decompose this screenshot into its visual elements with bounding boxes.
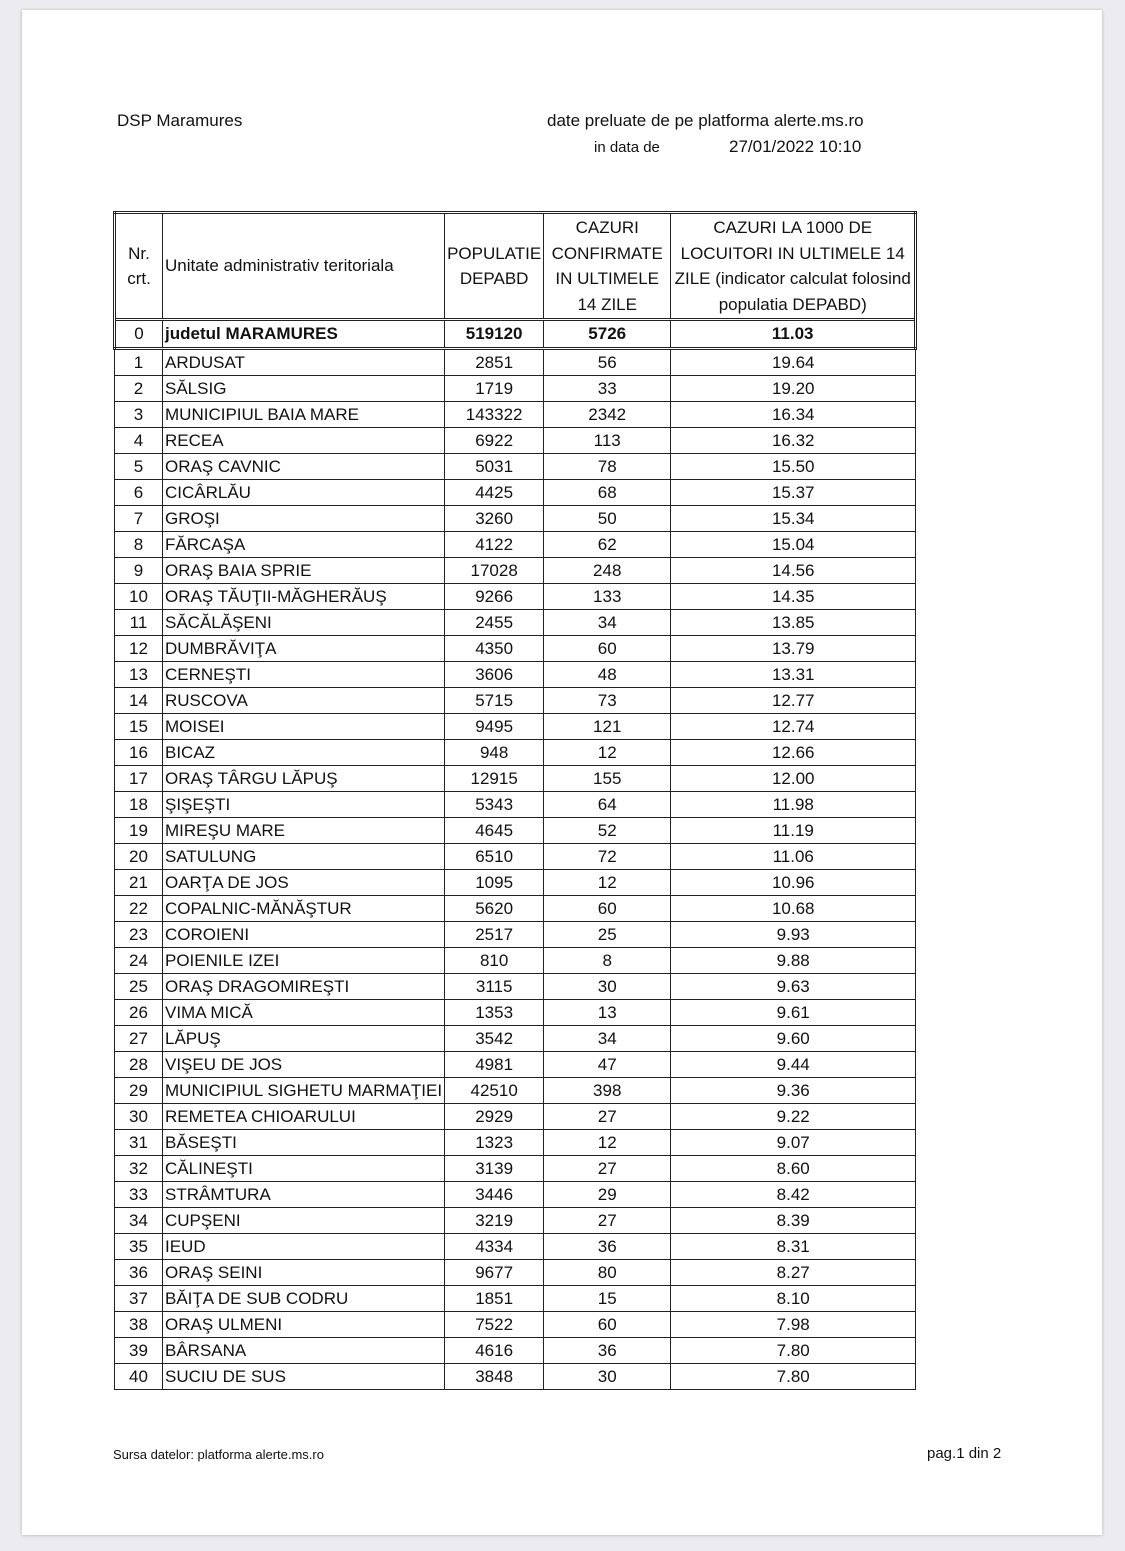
table-row: [115, 792, 916, 818]
cell-nr: 37: [115, 1286, 163, 1312]
cell-cases: 121: [544, 714, 671, 740]
cell-name: ORAŞ TĂUŢII-MĂGHERĂUŞ: [163, 584, 445, 610]
cell-cases: 398: [544, 1078, 671, 1104]
cell-cases: 50: [544, 506, 671, 532]
cell-population: 5620: [445, 896, 544, 922]
cell-cases: 8: [544, 948, 671, 974]
cell-population: 519120: [445, 320, 544, 349]
table-row: [115, 1026, 916, 1052]
cell-population: 3446: [445, 1182, 544, 1208]
cell-nr: 2: [115, 376, 163, 402]
organization-name: DSP Maramures: [117, 111, 243, 130]
cell-rate: 9.60: [671, 1026, 916, 1052]
cell-nr: 21: [115, 870, 163, 896]
cell-rate: 12.74: [671, 714, 916, 740]
cell-cases: 27: [544, 1208, 671, 1234]
cell-nr: 15: [115, 714, 163, 740]
cell-nr: 32: [115, 1156, 163, 1182]
cell-name: RECEA: [163, 428, 445, 454]
cell-cases: 56: [544, 349, 671, 376]
cell-population: 3848: [445, 1364, 544, 1390]
cell-nr: 11: [115, 610, 163, 636]
cell-nr: 25: [115, 974, 163, 1000]
cell-nr: 5: [115, 454, 163, 480]
table-row: [115, 558, 916, 584]
cell-nr: 36: [115, 1260, 163, 1286]
cell-rate: 11.03: [671, 320, 916, 349]
cell-cases: 33: [544, 376, 671, 402]
table-row: [115, 688, 916, 714]
cell-nr: 20: [115, 844, 163, 870]
cell-population: 7522: [445, 1312, 544, 1338]
table-row: [115, 922, 916, 948]
table-row: [115, 610, 916, 636]
cell-name: CERNEŞTI: [163, 662, 445, 688]
cell-rate: 15.04: [671, 532, 916, 558]
cell-name: GROŞI: [163, 506, 445, 532]
cell-cases: 27: [544, 1156, 671, 1182]
cell-rate: 19.20: [671, 376, 916, 402]
column-header-nr: Nr. crt.: [115, 213, 163, 320]
cell-name: VIŞEU DE JOS: [163, 1052, 445, 1078]
cell-rate: 8.27: [671, 1260, 916, 1286]
cell-rate: 13.85: [671, 610, 916, 636]
cell-name: BĂIŢA DE SUB CODRU: [163, 1286, 445, 1312]
table-row: [115, 740, 916, 766]
cell-cases: 60: [544, 896, 671, 922]
cell-nr: 8: [115, 532, 163, 558]
cell-nr: 23: [115, 922, 163, 948]
table-row: [115, 1338, 916, 1364]
cell-cases: 48: [544, 662, 671, 688]
cell-population: 3115: [445, 974, 544, 1000]
cell-name: ORAŞ BAIA SPRIE: [163, 558, 445, 584]
cell-cases: 12: [544, 870, 671, 896]
cell-nr: 4: [115, 428, 163, 454]
cell-name: ORAŞ SEINI: [163, 1260, 445, 1286]
cell-cases: 15: [544, 1286, 671, 1312]
table-row: [115, 766, 916, 792]
cell-cases: 52: [544, 818, 671, 844]
cell-population: 3606: [445, 662, 544, 688]
cell-cases: 30: [544, 974, 671, 1000]
cell-cases: 47: [544, 1052, 671, 1078]
cell-cases: 13: [544, 1000, 671, 1026]
cell-population: 5343: [445, 792, 544, 818]
cell-name: COROIENI: [163, 922, 445, 948]
cell-rate: 15.37: [671, 480, 916, 506]
cell-cases: 36: [544, 1234, 671, 1260]
document-page: [22, 10, 1102, 1535]
table-row: [115, 376, 916, 402]
table-row: [115, 1182, 916, 1208]
cell-population: 9677: [445, 1260, 544, 1286]
cell-name: BICAZ: [163, 740, 445, 766]
cell-cases: 62: [544, 532, 671, 558]
cell-name: ORAŞ DRAGOMIREŞTI: [163, 974, 445, 1000]
cell-rate: 12.00: [671, 766, 916, 792]
cell-population: 4350: [445, 636, 544, 662]
cell-cases: 78: [544, 454, 671, 480]
cell-population: 4334: [445, 1234, 544, 1260]
cell-population: 143322: [445, 402, 544, 428]
page-number: pag.1 din 2: [927, 1445, 1002, 1462]
cell-name: STRÂMTURA: [163, 1182, 445, 1208]
cell-cases: 5726: [544, 320, 671, 349]
cell-nr: 22: [115, 896, 163, 922]
cell-population: 948: [445, 740, 544, 766]
cell-cases: 12: [544, 1130, 671, 1156]
cell-rate: 14.35: [671, 584, 916, 610]
cell-cases: 27: [544, 1104, 671, 1130]
cell-rate: 12.66: [671, 740, 916, 766]
cell-rate: 9.93: [671, 922, 916, 948]
cell-name: MOISEI: [163, 714, 445, 740]
cell-rate: 13.79: [671, 636, 916, 662]
cell-population: 5031: [445, 454, 544, 480]
cell-nr: 40: [115, 1364, 163, 1390]
table-row: [115, 1156, 916, 1182]
cell-nr: 19: [115, 818, 163, 844]
cell-rate: 10.68: [671, 896, 916, 922]
cell-name: CUPŞENI: [163, 1208, 445, 1234]
cell-rate: 14.56: [671, 558, 916, 584]
table-row: [115, 1104, 916, 1130]
cell-cases: 248: [544, 558, 671, 584]
cell-population: 17028: [445, 558, 544, 584]
table-row: [115, 1130, 916, 1156]
cell-rate: 15.50: [671, 454, 916, 480]
cell-population: 5715: [445, 688, 544, 714]
cell-population: 3542: [445, 1026, 544, 1052]
table-row: [115, 1052, 916, 1078]
cell-rate: 9.44: [671, 1052, 916, 1078]
table-row: [115, 480, 916, 506]
cell-population: 4122: [445, 532, 544, 558]
column-header-population: POPULATIE DEPABD: [445, 213, 544, 320]
cell-cases: 60: [544, 636, 671, 662]
cell-name: OARŢA DE JOS: [163, 870, 445, 896]
column-header-cases: CAZURI CONFIRMATE IN ULTIMELE 14 ZILE: [544, 213, 671, 320]
cell-name: CICÂRLĂU: [163, 480, 445, 506]
column-header-unit: Unitate administrativ teritoriala: [163, 213, 445, 320]
cell-rate: 8.39: [671, 1208, 916, 1234]
table-row: [115, 662, 916, 688]
cell-rate: 9.88: [671, 948, 916, 974]
cell-population: 1095: [445, 870, 544, 896]
cell-nr: 30: [115, 1104, 163, 1130]
cell-rate: 8.31: [671, 1234, 916, 1260]
cell-rate: 15.34: [671, 506, 916, 532]
cell-population: 3139: [445, 1156, 544, 1182]
table-row: [115, 454, 916, 480]
cell-rate: 12.77: [671, 688, 916, 714]
cell-cases: 30: [544, 1364, 671, 1390]
cell-population: 6510: [445, 844, 544, 870]
cell-nr: 0: [115, 320, 163, 349]
cell-population: 6922: [445, 428, 544, 454]
cell-name: ORAŞ TÂRGU LĂPUŞ: [163, 766, 445, 792]
cell-rate: 8.42: [671, 1182, 916, 1208]
cell-nr: 17: [115, 766, 163, 792]
cell-population: 12915: [445, 766, 544, 792]
cell-name: LĂPUŞ: [163, 1026, 445, 1052]
cell-rate: 19.64: [671, 349, 916, 376]
cell-name: MUNICIPIUL BAIA MARE: [163, 402, 445, 428]
cell-name: FĂRCAŞA: [163, 532, 445, 558]
table-row: [115, 870, 916, 896]
total-row: [115, 320, 916, 349]
cell-nr: 16: [115, 740, 163, 766]
cell-population: 1719: [445, 376, 544, 402]
cell-rate: 9.63: [671, 974, 916, 1000]
table-row: [115, 428, 916, 454]
cell-population: 1353: [445, 1000, 544, 1026]
cell-cases: 2342: [544, 402, 671, 428]
table-row: [115, 1234, 916, 1260]
cell-rate: 10.96: [671, 870, 916, 896]
cell-population: 1323: [445, 1130, 544, 1156]
cell-name: SUCIU DE SUS: [163, 1364, 445, 1390]
table-header-row: [115, 213, 916, 320]
source-note: date preluate de pe platforma alerte.ms.ro: [547, 111, 864, 130]
cell-nr: 24: [115, 948, 163, 974]
cell-population: 42510: [445, 1078, 544, 1104]
cell-name: COPALNIC-MĂNĂŞTUR: [163, 896, 445, 922]
cell-name: SĂLSIG: [163, 376, 445, 402]
cases-table: [113, 211, 917, 1390]
cell-name: SATULUNG: [163, 844, 445, 870]
cell-rate: 16.34: [671, 402, 916, 428]
cell-population: 9266: [445, 584, 544, 610]
cell-cases: 155: [544, 766, 671, 792]
cell-nr: 12: [115, 636, 163, 662]
cell-nr: 33: [115, 1182, 163, 1208]
cell-population: 2929: [445, 1104, 544, 1130]
cell-population: 2455: [445, 610, 544, 636]
cell-nr: 13: [115, 662, 163, 688]
cell-name: judetul MARAMURES: [163, 320, 445, 349]
cell-name: MIREŞU MARE: [163, 818, 445, 844]
cell-rate: 9.36: [671, 1078, 916, 1104]
cell-cases: 68: [544, 480, 671, 506]
cell-population: 2517: [445, 922, 544, 948]
cell-rate: 8.60: [671, 1156, 916, 1182]
table-row: [115, 402, 916, 428]
cell-rate: 11.06: [671, 844, 916, 870]
cell-nr: 3: [115, 402, 163, 428]
table-row: [115, 844, 916, 870]
cell-nr: 35: [115, 1234, 163, 1260]
table-row: [115, 584, 916, 610]
cell-cases: 73: [544, 688, 671, 714]
table-row: [115, 1208, 916, 1234]
table-row: [115, 818, 916, 844]
cell-name: POIENILE IZEI: [163, 948, 445, 974]
footer-source: Sursa datelor: platforma alerte.ms.ro: [113, 1447, 324, 1462]
cell-name: VIMA MICĂ: [163, 1000, 445, 1026]
cell-population: 4425: [445, 480, 544, 506]
cell-cases: 29: [544, 1182, 671, 1208]
cell-population: 3260: [445, 506, 544, 532]
cell-nr: 1: [115, 349, 163, 376]
cell-rate: 9.22: [671, 1104, 916, 1130]
cell-name: DUMBRĂVIŢA: [163, 636, 445, 662]
cell-cases: 25: [544, 922, 671, 948]
table-row: [115, 532, 916, 558]
cell-rate: 7.98: [671, 1312, 916, 1338]
cell-name: SĂCĂLĂŞENI: [163, 610, 445, 636]
table-row: [115, 714, 916, 740]
cell-nr: 6: [115, 480, 163, 506]
table-row: [115, 1260, 916, 1286]
cell-name: CĂLINEŞTI: [163, 1156, 445, 1182]
cell-name: IEUD: [163, 1234, 445, 1260]
cell-nr: 39: [115, 1338, 163, 1364]
cell-cases: 60: [544, 1312, 671, 1338]
cell-rate: 9.07: [671, 1130, 916, 1156]
cell-name: ORAŞ CAVNIC: [163, 454, 445, 480]
cell-rate: 16.32: [671, 428, 916, 454]
cell-nr: 29: [115, 1078, 163, 1104]
date-label: in data de: [594, 139, 660, 156]
table-row: [115, 636, 916, 662]
cell-cases: 72: [544, 844, 671, 870]
cell-nr: 9: [115, 558, 163, 584]
table-row: [115, 1000, 916, 1026]
cell-nr: 34: [115, 1208, 163, 1234]
table-row: [115, 1312, 916, 1338]
table-row: [115, 1078, 916, 1104]
cell-nr: 31: [115, 1130, 163, 1156]
cell-name: BĂSEŞTI: [163, 1130, 445, 1156]
cell-nr: 18: [115, 792, 163, 818]
table-row: [115, 896, 916, 922]
cell-cases: 34: [544, 1026, 671, 1052]
cell-nr: 10: [115, 584, 163, 610]
cell-cases: 36: [544, 1338, 671, 1364]
cell-rate: 13.31: [671, 662, 916, 688]
date-value: 27/01/2022 10:10: [729, 137, 862, 156]
cell-cases: 133: [544, 584, 671, 610]
cell-cases: 64: [544, 792, 671, 818]
cell-nr: 7: [115, 506, 163, 532]
cell-population: 9495: [445, 714, 544, 740]
cell-rate: 11.98: [671, 792, 916, 818]
table-row: [115, 349, 916, 376]
table-row: [115, 1286, 916, 1312]
cell-nr: 38: [115, 1312, 163, 1338]
cell-population: 2851: [445, 349, 544, 376]
table-row: [115, 1364, 916, 1390]
table-row: [115, 948, 916, 974]
cell-cases: 80: [544, 1260, 671, 1286]
cell-name: ORAŞ ULMENI: [163, 1312, 445, 1338]
cell-name: MUNICIPIUL SIGHETU MARMAŢIEI: [163, 1078, 445, 1104]
cell-population: 4616: [445, 1338, 544, 1364]
cell-nr: 26: [115, 1000, 163, 1026]
cell-nr: 14: [115, 688, 163, 714]
cell-name: BÂRSANA: [163, 1338, 445, 1364]
cell-name: ŞIŞEŞTI: [163, 792, 445, 818]
cell-name: REMETEA CHIOARULUI: [163, 1104, 445, 1130]
cell-cases: 34: [544, 610, 671, 636]
cell-population: 1851: [445, 1286, 544, 1312]
cell-rate: 7.80: [671, 1338, 916, 1364]
cell-name: RUSCOVA: [163, 688, 445, 714]
cell-population: 810: [445, 948, 544, 974]
cell-rate: 7.80: [671, 1364, 916, 1390]
cell-cases: 113: [544, 428, 671, 454]
cell-nr: 28: [115, 1052, 163, 1078]
cell-population: 4981: [445, 1052, 544, 1078]
cell-cases: 12: [544, 740, 671, 766]
table-row: [115, 506, 916, 532]
cell-nr: 27: [115, 1026, 163, 1052]
cell-rate: 8.10: [671, 1286, 916, 1312]
column-header-rate: CAZURI LA 1000 DE LOCUITORI IN ULTIMELE 14 ZILE (indicator calculat folosind populatia DEPABD): [671, 213, 916, 320]
cell-population: 3219: [445, 1208, 544, 1234]
cell-rate: 9.61: [671, 1000, 916, 1026]
cell-population: 4645: [445, 818, 544, 844]
cell-rate: 11.19: [671, 818, 916, 844]
table-row: [115, 974, 916, 1000]
cell-name: ARDUSAT: [163, 349, 445, 376]
